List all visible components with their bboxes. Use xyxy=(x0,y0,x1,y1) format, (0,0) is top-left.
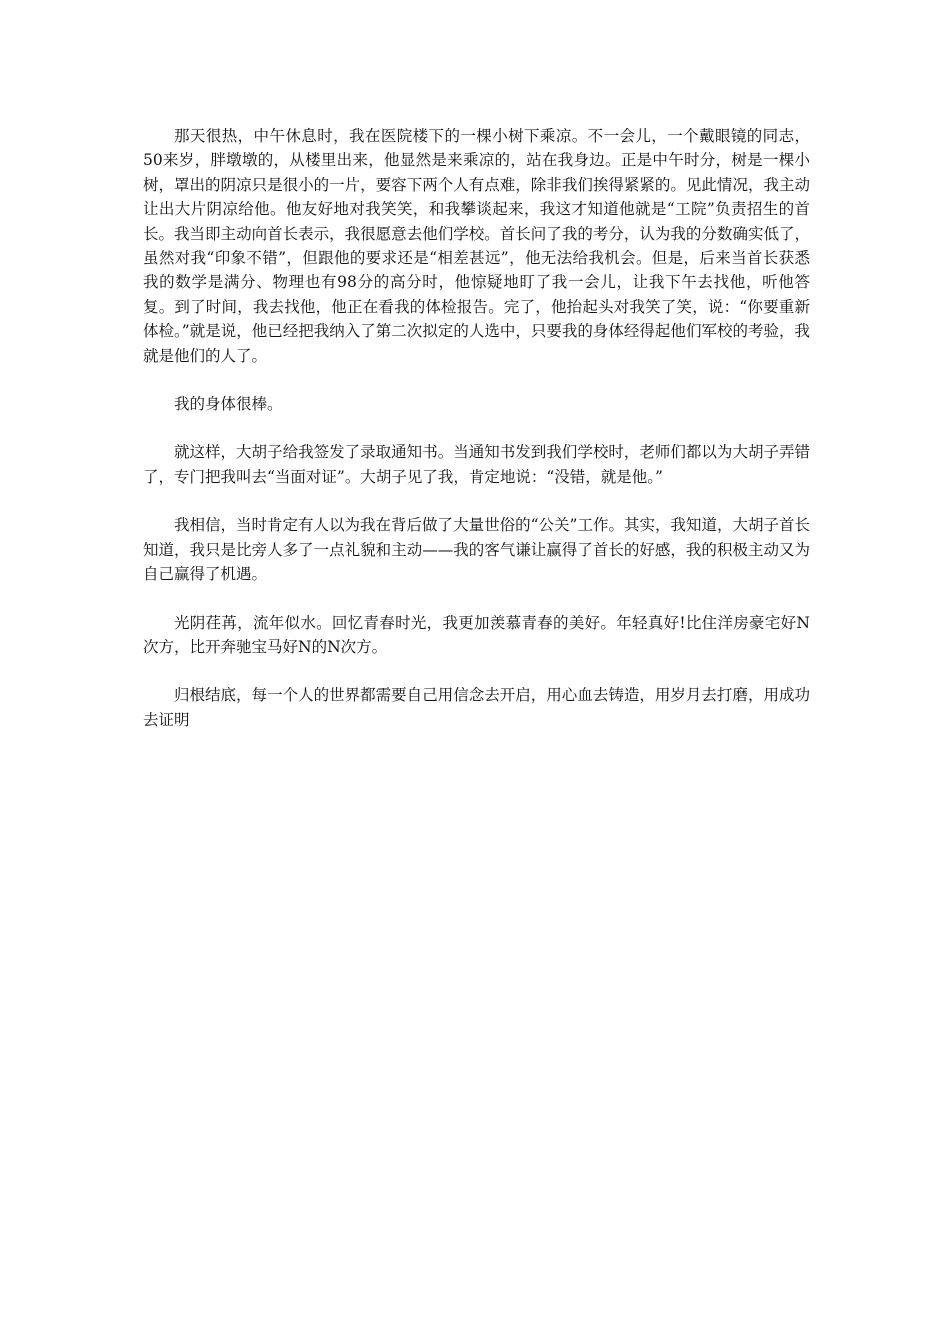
paragraph-health: 我的身体很棒。 xyxy=(174,395,283,414)
paragraph-conclusion: 归根结底，每一个人的世界都需要自己用信念去开启，用心血去铸造，用岁月去打磨，用成功去证明 xyxy=(143,686,810,729)
paragraph-reflection: 我相信，当时肯定有人以为我在背后做了大量世俗的“公关”工作。其实，我知道，大胡子首长知道，我只是比旁人多了一点礼貌和主动——我的客气谦让赢得了首长的好感，我的积极主动又为自己赢得了机遇。 xyxy=(143,516,810,584)
paragraph-admission: 就这样，大胡子给我签发了录取通知书。当通知书发到我们学校时，老师们都以为大胡子弄错了，专门把我叫去“当面对证”。大胡子见了我，肯定地说：“没错，就是他。” xyxy=(143,443,810,486)
paragraph-youth: 光阴荏苒，流年似水。回忆青春时光，我更加羡慕青春的美好。年轻真好!比住洋房豪宅好N次方，比开奔驰宝马好N的N次方。 xyxy=(143,613,810,656)
paragraph-story: 那天很热，中午休息时，我在医院楼下的一棵小树下乘凉。不一会儿，一个戴眼镜的同志，50来岁，胖墩墩的，从楼里出来，他显然是来乘凉的，站在我身边。正是中午时分，树是一棵小树，罩出的阴凉只是很小的一片，要容下两个人有点难，除非我们挨得紧紧的。见此情况，我主动让出大片阴凉给他。他友好地对我笑笑，和我攀谈起来，我这才知道他就是“工院”负责招生的首长。我当即主动向首长表示，我很愿意去他们学校。首长问了我的考分，认为我的分数确实低了，虽然对我“印象不错”，但跟他的要求还是“相差甚远”，他无法给我机会。但是，后来当首长获悉我的数学是满分、物理也有98分的高分时，他惊疑地盯了我一会儿，让我下午去找他，听他答复。到了时间，我去找他，他正在看我的体检报告。完了，他抬起头对我笑了笑，说：“你要重新体检。”就是说，他已经把我纳入了第二次拟定的人选中，只要我的身体经得起他们军校的考验，我就是他们的人了。 xyxy=(143,127,810,365)
article-body xyxy=(143,124,810,756)
